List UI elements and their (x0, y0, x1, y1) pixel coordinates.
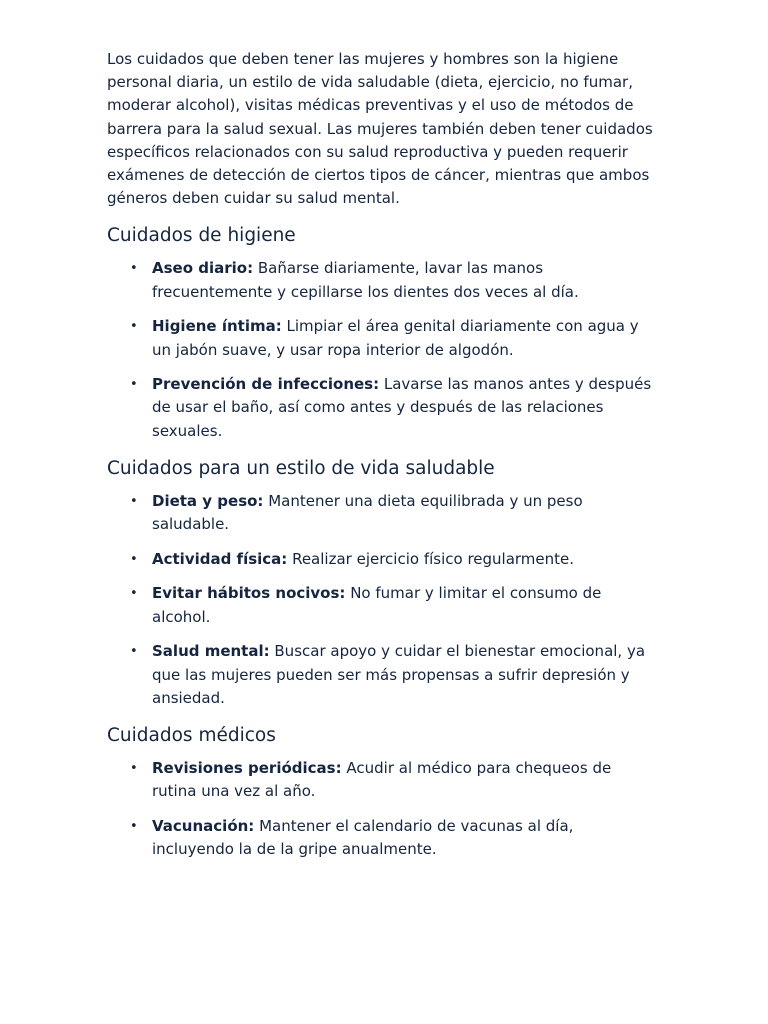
list-item-title: Prevención de infecciones: (152, 375, 380, 394)
list-item-title: Actividad física: (152, 549, 288, 568)
bullet-icon: • (130, 377, 138, 393)
list-item-title: Higiene íntima: (152, 317, 282, 336)
list-item-text: Acudir al médico para chequeos de rutina una vez al año. (152, 758, 612, 801)
list-item (107, 315, 660, 361)
section-heading: Cuidados médicos (107, 724, 276, 746)
list-item-text: Bañarse diariamente, lavar las manos frecuentemente y cepillarse los dientes dos veces al día. (152, 259, 579, 301)
bullet-icon: • (130, 818, 138, 834)
bullet-icon: • (130, 760, 138, 776)
list-item (107, 815, 660, 861)
section-medical-care (107, 724, 660, 861)
list-item-text: Mantener una dieta equilibrada y un peso saludable. (152, 491, 583, 534)
list-item-text: No fumar y limitar el consumo de alcohol. (152, 584, 602, 626)
list-item-text: Limpiar el área genital diariamente con agua y un jabón suave, y usar ropa interior de algodón. (152, 317, 639, 359)
list-item-title: Revisiones periódicas: (152, 758, 342, 777)
bullet-list (107, 490, 660, 710)
list-item-title: Evitar hábitos nocivos: (152, 584, 346, 603)
list-item-title: Aseo diario: (152, 259, 254, 278)
bullet-list (107, 257, 660, 442)
bullet-icon: • (130, 586, 138, 602)
list-item-text: Lavarse las manos antes y después de usar el baño, así como antes y después de las relaciones sexuales. (152, 375, 652, 440)
list-item (107, 257, 660, 303)
bullet-icon: • (130, 551, 138, 567)
section-heading: Cuidados de higiene (107, 225, 296, 247)
list-item-text: Realizar ejercicio físico regularmente. (287, 549, 575, 568)
bullet-list (107, 757, 660, 861)
section-healthy-lifestyle (107, 457, 660, 710)
bullet-icon: • (130, 319, 138, 335)
bullet-icon: • (130, 261, 138, 277)
list-item (107, 373, 660, 443)
list-item (107, 548, 660, 571)
intro-paragraph: Los cuidados que deben tener las mujeres y hombres son la higiene personal diaria, un estilo de vida saludable (dieta, ejercicio, no fumar, moderar alcohol), visitas médicas preventivas y el uso de métodos de barrera para la salud sexual. Las mujeres también deben tener cuidados específicos relacionados con su salud reproductiva y pueden requerir exámenes de detección de ciertos tipos de cáncer, mientras que ambos géneros deben cuidar su salud mental. (107, 50, 653, 208)
section-heading: Cuidados para un estilo de vida saludable (107, 457, 495, 479)
list-item-title: Dieta y peso: (152, 491, 264, 510)
section-hygiene (107, 224, 660, 442)
list-item (107, 640, 660, 710)
list-item (107, 757, 660, 803)
list-item-title: Salud mental: (152, 642, 270, 661)
list-item-text: Mantener el calendario de vacunas al día, incluyendo la de la gripe anualmente. (152, 816, 574, 859)
list-item (107, 582, 660, 628)
list-item (107, 490, 660, 536)
list-item-text: Buscar apoyo y cuidar el bienestar emocional, ya que las mujeres pueden ser más propensas a sufrir depresión y ansiedad. (152, 642, 646, 707)
bullet-icon: • (130, 493, 138, 509)
list-item-title: Vacunación: (152, 816, 255, 835)
bullet-icon: • (130, 644, 138, 660)
